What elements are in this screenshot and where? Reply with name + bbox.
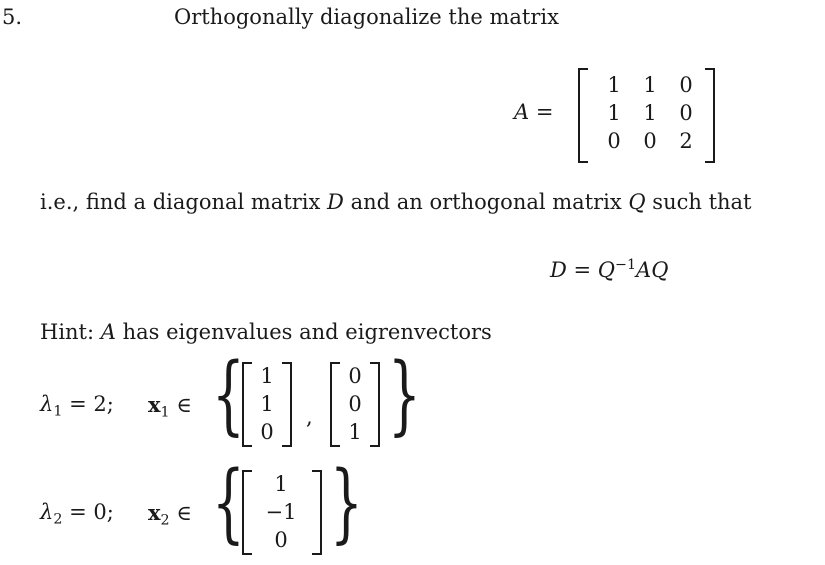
- matrix-entry: 0: [607, 129, 621, 153]
- matrix-entry: 0: [679, 73, 693, 97]
- matrix-entry: 1: [607, 101, 621, 125]
- vector-x1-sub: 1: [160, 404, 170, 421]
- eigenvector-set-2-label: [148, 500, 192, 529]
- eigenvector-1b-cells: [342, 362, 368, 446]
- eigenvalue-2: [40, 500, 114, 528]
- left-bracket: [242, 470, 252, 555]
- right-bracket: [705, 68, 715, 163]
- vector-x2-symbol: x: [148, 500, 161, 525]
- left-bracket: [330, 362, 340, 447]
- equation-exponent: −1: [615, 257, 637, 274]
- matrix-a-equals: =: [535, 100, 554, 124]
- lambda-1-sub: 1: [53, 403, 63, 420]
- task-text-part1: i.e., find a diagonal matrix: [40, 190, 328, 214]
- right-bracket: [312, 470, 322, 555]
- problem-number: 5.: [2, 5, 23, 29]
- matrix-entry: 2: [679, 129, 693, 153]
- right-bracket: [282, 362, 292, 447]
- lambda-2-sub: 2: [53, 511, 63, 528]
- eigenvector-1a: [242, 362, 292, 447]
- equation-eq: =: [566, 258, 598, 282]
- eigenvector-set-1-label: [148, 392, 192, 421]
- vector-entry: 1: [260, 392, 274, 416]
- hint-a: A: [100, 320, 116, 344]
- equation-rhs: AQ: [636, 258, 669, 282]
- hint-suffix: has eigenvalues and eigrenvectors: [115, 320, 492, 344]
- left-brace-1: {: [212, 345, 245, 445]
- matrix-a: [578, 68, 715, 163]
- eigenvector-2a-cells: [256, 470, 306, 554]
- vector-entry: 1: [260, 364, 274, 388]
- vector-separator: ,: [306, 405, 313, 429]
- matrix-entry: 0: [679, 101, 693, 125]
- task-text-part2: and an orthogonal matrix: [343, 190, 629, 214]
- matrix-a-cells: [596, 71, 704, 155]
- left-bracket: [242, 362, 252, 447]
- lambda-1-value: = 2;: [62, 392, 114, 416]
- task-text-d: D: [327, 190, 344, 214]
- right-brace-1: }: [388, 345, 421, 445]
- hint-prefix: Hint:: [40, 320, 101, 344]
- equation-lhs: D: [550, 258, 567, 282]
- element-of-1: ∈: [176, 393, 192, 417]
- diagonalization-equation: [550, 258, 668, 282]
- eigenvector-1b: [330, 362, 380, 447]
- left-brace-2: {: [212, 453, 245, 553]
- task-text-q: Q: [628, 190, 646, 214]
- vector-x1-symbol: x: [148, 392, 161, 417]
- right-bracket: [370, 362, 380, 447]
- vector-entry: 0: [348, 392, 362, 416]
- vector-entry: 0: [348, 364, 362, 388]
- problem-prompt: Orthogonally diagonalize the matrix: [174, 5, 559, 29]
- matrix-entry: 1: [643, 73, 657, 97]
- vector-entry: 0: [274, 528, 288, 552]
- lambda-2-symbol: λ: [40, 500, 54, 524]
- matrix-entry: 1: [643, 101, 657, 125]
- lambda-2-value: = 0;: [62, 500, 114, 524]
- matrix-entry: 1: [607, 73, 621, 97]
- matrix-entry: 0: [643, 129, 657, 153]
- element-of-2: ∈: [176, 501, 192, 525]
- eigenvector-2a: [242, 470, 322, 555]
- left-bracket: [578, 68, 588, 163]
- matrix-a-label: [514, 100, 553, 124]
- right-brace-2: }: [330, 453, 363, 553]
- hint-text: [40, 320, 492, 344]
- lambda-1-symbol: λ: [40, 392, 54, 416]
- vector-entry: 1: [348, 420, 362, 444]
- eigenvector-1a-cells: [254, 362, 280, 446]
- vector-entry: 1: [274, 472, 288, 496]
- equation-q: Q: [597, 258, 616, 282]
- task-text-part3: such that: [645, 190, 752, 214]
- vector-entry: −1: [265, 500, 297, 524]
- matrix-a-symbol: A: [514, 100, 530, 124]
- vector-x2-sub: 2: [160, 512, 170, 529]
- vector-entry: 0: [260, 420, 274, 444]
- task-text: [40, 190, 752, 214]
- eigenvalue-1: [40, 392, 114, 420]
